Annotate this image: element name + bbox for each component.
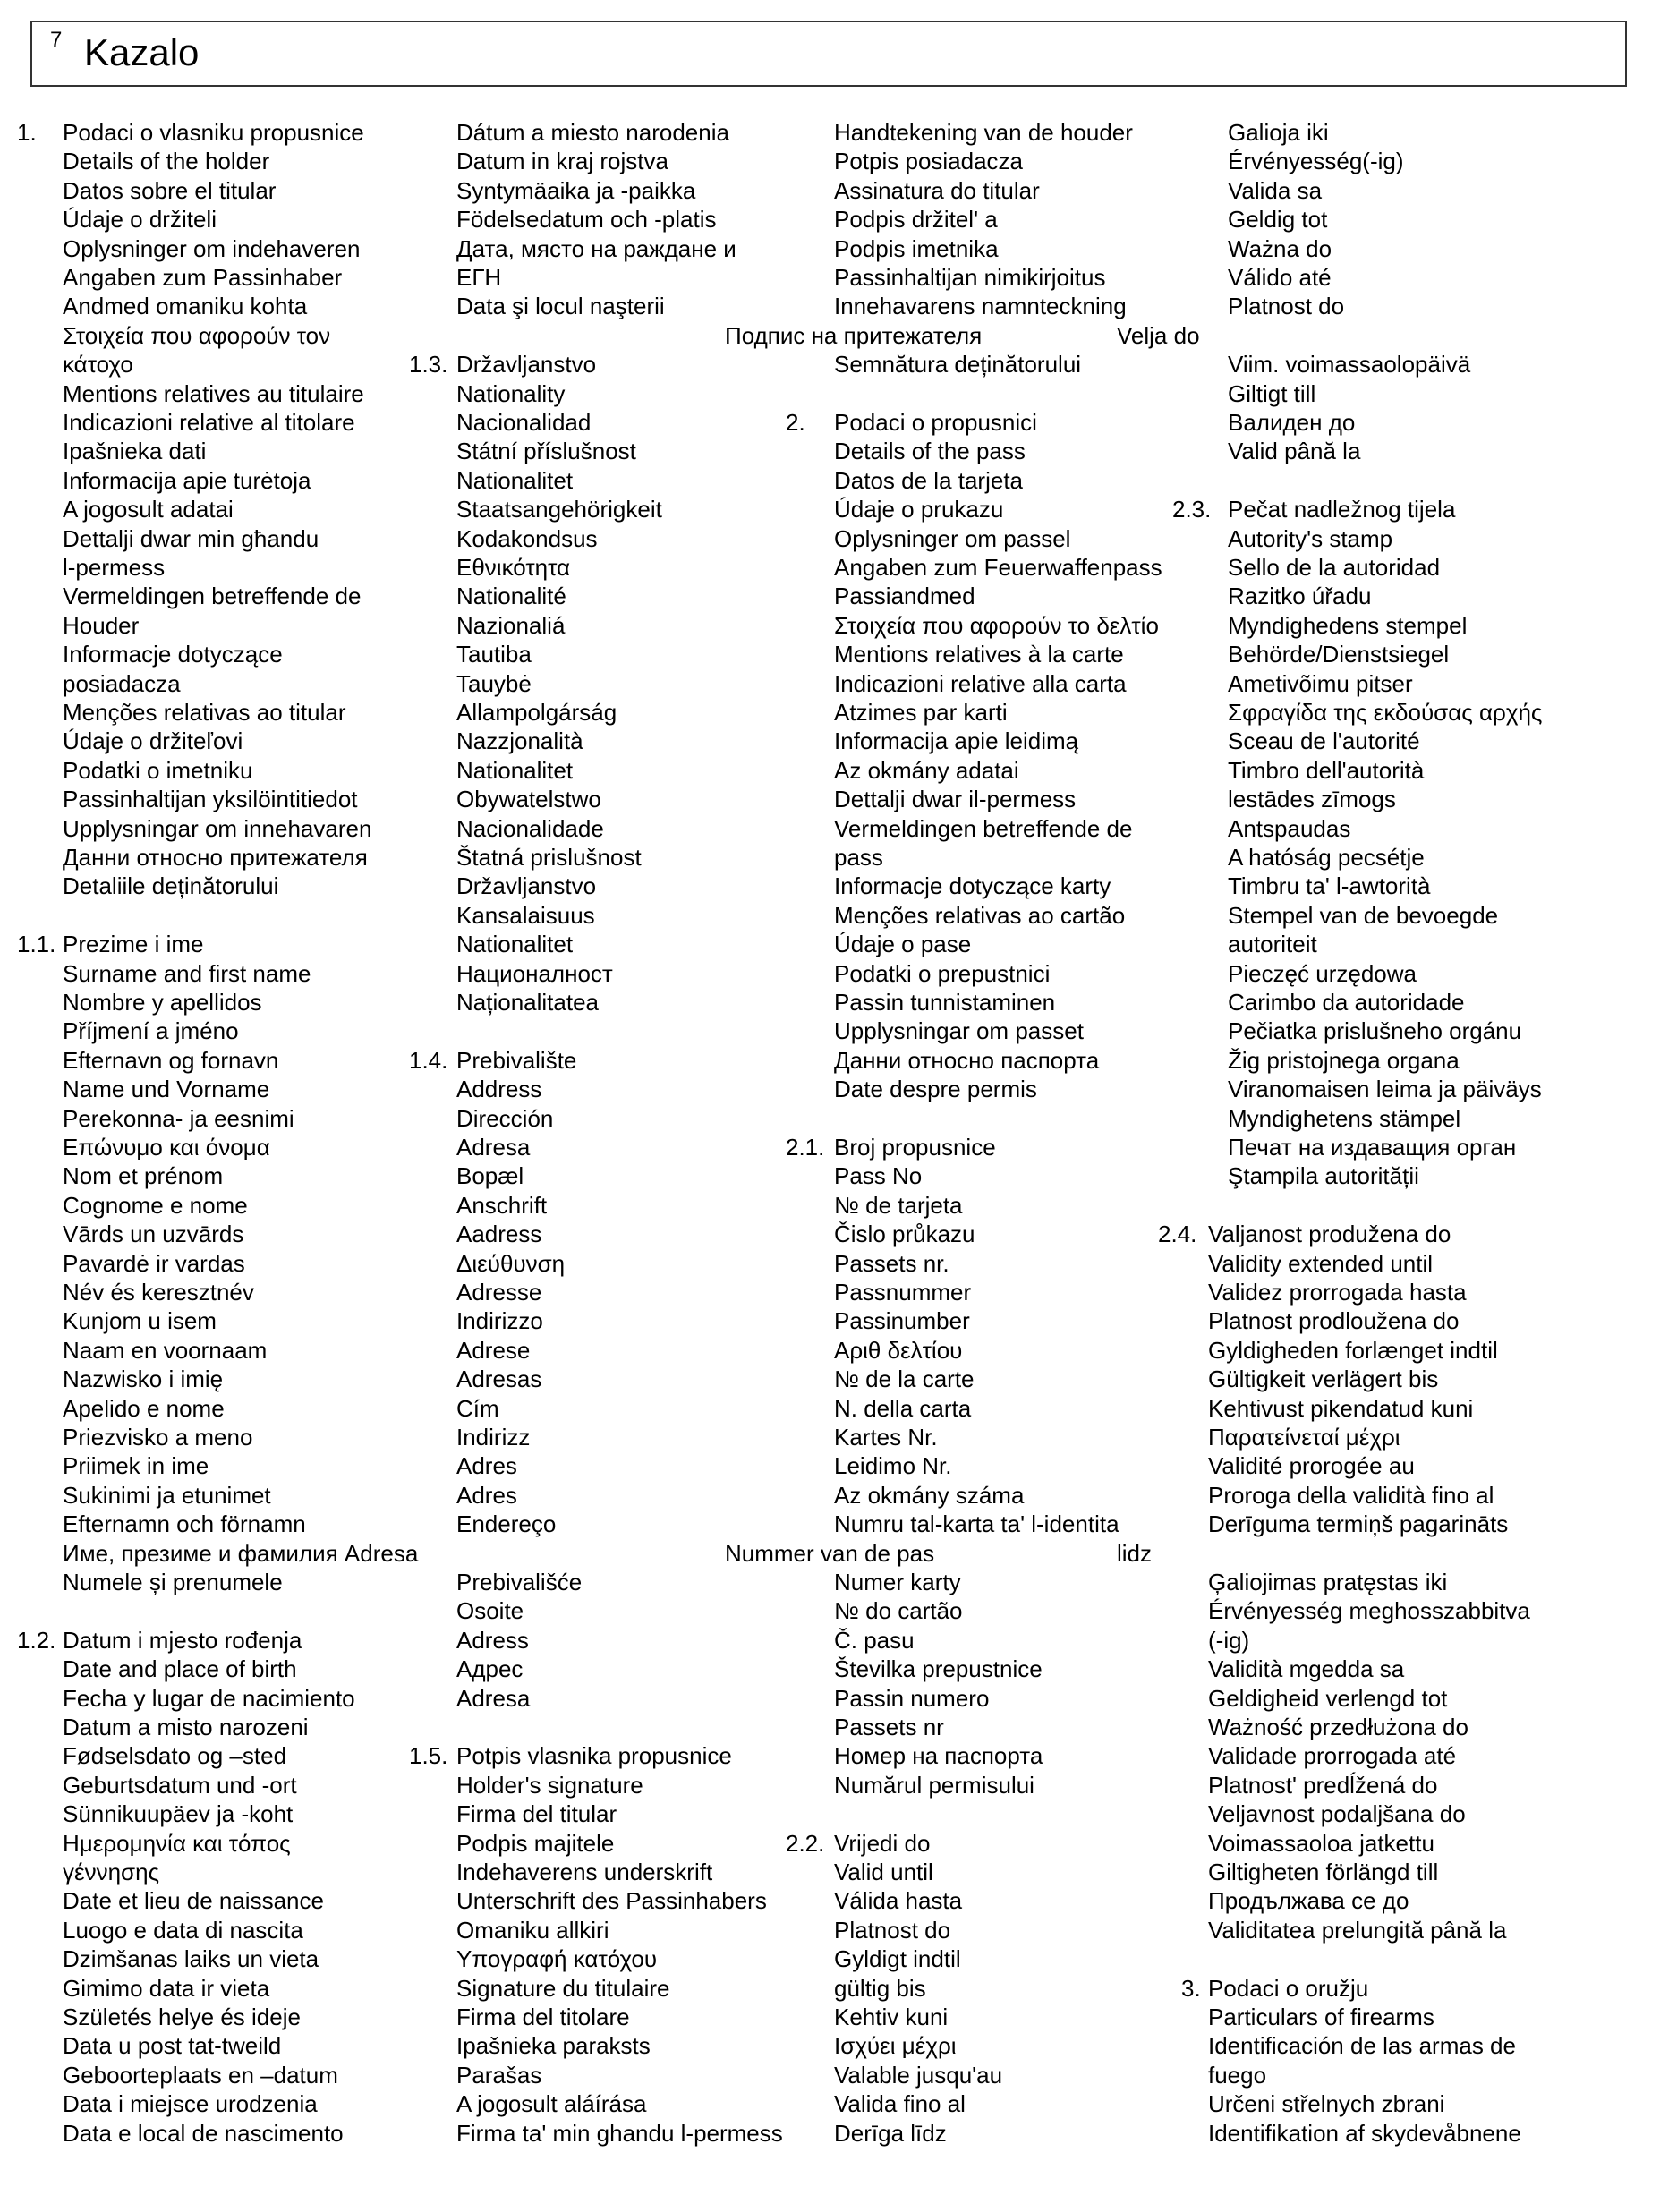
section-heading: Potpis vlasnika propusnice bbox=[456, 1742, 732, 1770]
index-entry: Date et lieu de naissance bbox=[63, 1887, 324, 1915]
index-entry: Adres bbox=[456, 1452, 517, 1480]
section-heading: Podaci o vlasniku propusnice bbox=[63, 119, 364, 146]
index-entry: Mentions relatives à la carte bbox=[834, 641, 1124, 668]
index-entry: Address bbox=[456, 1076, 542, 1103]
section-number: 1.1. bbox=[17, 931, 56, 958]
index-entry: Fecha y lugar de nacimiento bbox=[63, 1684, 355, 1712]
index-entry: Kehtiv kuni bbox=[834, 2004, 949, 2030]
index-entry: Érvényesség(-ig) bbox=[1228, 148, 1404, 175]
index-entry: Cím bbox=[456, 1394, 499, 1422]
index-entry: Omaniku allkiri bbox=[456, 1916, 609, 1944]
index-entry: Podpis majitele bbox=[456, 1829, 615, 1857]
index-entry: Ημερομηνία και τόπος bbox=[63, 1829, 291, 1857]
index-entry: Nom et prénom bbox=[63, 1162, 224, 1190]
index-entry: Адрес bbox=[456, 1655, 524, 1683]
index-entry: Viranomaisen leima ja päiväys bbox=[1228, 1076, 1542, 1103]
index-entry: γέννησης bbox=[63, 1859, 160, 1885]
index-entry: Név és keresztnév bbox=[63, 1279, 254, 1306]
index-entry: Adrese bbox=[456, 1336, 531, 1364]
index-entry: Indirizz bbox=[456, 1424, 531, 1451]
index-entry: Podatki o imetniku bbox=[63, 756, 253, 784]
index-entry: Angaben zum Feuerwaffenpass bbox=[834, 554, 1162, 581]
index-entry: Passets nr bbox=[834, 1714, 944, 1740]
index-entry: Informacje dotyczące karty bbox=[834, 872, 1111, 900]
index-entry: Č. pasu bbox=[834, 1626, 915, 1654]
index-entry: Cognome e nome bbox=[63, 1191, 248, 1219]
index-entry: Numru tal-karta ta' l-identita bbox=[834, 1510, 1119, 1538]
section-heading: Podaci o propusnici bbox=[834, 409, 1037, 436]
index-entry: Údaje o držiteli bbox=[63, 206, 217, 234]
index-entry: Luogo e data di nascita bbox=[63, 1916, 303, 1944]
index-entry: Viim. voimassaolopäivä bbox=[1228, 351, 1471, 379]
index-entry: Andmed omaniku kohta bbox=[63, 293, 308, 320]
index-entry: Atzimes par karti bbox=[834, 699, 1008, 726]
index-entry: Ισχύει μέχρι bbox=[834, 2032, 957, 2060]
index-entry: № de tarjeta bbox=[834, 1191, 963, 1219]
index-entry: Vermeldingen betreffende de bbox=[834, 814, 1133, 842]
index-entry: Nacionalidade bbox=[456, 814, 604, 842]
index-entry: Informacje dotyczące bbox=[63, 641, 283, 668]
title-box bbox=[30, 21, 1627, 87]
index-entry: Voimassaoloa jatkettu bbox=[1208, 1829, 1434, 1857]
index-entry: Státní příslušnost bbox=[456, 438, 636, 465]
index-entry: Datos de la tarjeta bbox=[834, 466, 1024, 494]
index-entry: Pass No bbox=[834, 1162, 923, 1190]
index-entry: Nationalitet bbox=[456, 756, 574, 784]
index-entry: Stempel van de bevoegde bbox=[1228, 901, 1499, 929]
index-entry: Parašas bbox=[456, 2061, 542, 2089]
index-entry: Validitatea prelungită până la bbox=[1208, 1916, 1507, 1944]
index-entry: Adresa bbox=[456, 1134, 531, 1161]
index-entry: A hatóság pecsétje bbox=[1228, 844, 1425, 871]
index-entry: Nationalitet bbox=[456, 466, 574, 494]
index-entry: Handtekening van de houder bbox=[834, 119, 1133, 146]
section-number: 2.1. bbox=[786, 1134, 825, 1161]
index-entry: Štatná prislušnost bbox=[456, 844, 642, 871]
index-entry: Fødselsdato og –sted bbox=[63, 1742, 287, 1770]
index-entry: Oplysninger om passel bbox=[834, 524, 1071, 552]
index-entry: Данни относно притежателя bbox=[63, 844, 368, 871]
index-entry: Date and place of birth bbox=[63, 1655, 297, 1683]
index-entry: Nazwisko i imię bbox=[63, 1365, 224, 1393]
index-entry: Številka prepustnice bbox=[834, 1655, 1043, 1683]
index-entry: Timbru ta' l-awtorità bbox=[1228, 872, 1431, 900]
index-entry: Antspaudas bbox=[1228, 814, 1351, 842]
index-entry: Vārds un uzvārds bbox=[63, 1221, 244, 1248]
index-entry: Indirizzo bbox=[456, 1307, 543, 1335]
index-entry: Ważność przedłużona do bbox=[1208, 1714, 1468, 1740]
index-entry: Perekonna- ja eesnimi bbox=[63, 1104, 294, 1132]
index-entry: Passinhaltijan nimikirjoitus bbox=[834, 264, 1106, 291]
section-number: 1.5. bbox=[409, 1742, 448, 1770]
index-entry: Födelsedatum och -platis bbox=[456, 206, 717, 234]
index-entry: Ģaliojimas pratęstas iki bbox=[1208, 1569, 1448, 1595]
index-entry: Passin numero bbox=[834, 1684, 990, 1712]
index-entry: Aadress bbox=[456, 1221, 542, 1248]
index-entry: Αριθ δελτίου bbox=[834, 1336, 963, 1364]
index-entry: Detaliile deținătorului bbox=[63, 872, 279, 900]
index-entry: Sünnikuupäev ja -koht bbox=[63, 1800, 294, 1828]
index-entry: Naam en voornaam bbox=[63, 1336, 268, 1364]
index-entry: Passinumber bbox=[834, 1307, 970, 1335]
index-entry: Данни относно паспорта bbox=[834, 1046, 1100, 1074]
index-entry: Syntymäaika ja -paikka bbox=[456, 176, 696, 204]
index-entry: Nationality bbox=[456, 379, 566, 407]
index-entry: Gyldigt indtil bbox=[834, 1945, 961, 1973]
index-entry: Indehaverens underskrift bbox=[456, 1859, 713, 1885]
index-entry: Geldig tot bbox=[1228, 206, 1328, 234]
index-entry: Prebivališće bbox=[456, 1569, 583, 1595]
index-entry: Érvényesség meghosszabbitva bbox=[1208, 1597, 1530, 1625]
section-number: 1. bbox=[17, 119, 37, 146]
index-entry: Adresse bbox=[456, 1279, 542, 1306]
index-entry: Obywatelstwo bbox=[456, 786, 601, 813]
section-heading: Vrijedi do bbox=[834, 1829, 931, 1857]
index-entry: Vermeldingen betreffende de bbox=[63, 583, 362, 610]
index-entry: Datum a misto narozeni bbox=[63, 1714, 309, 1740]
section-number: 1.3. bbox=[409, 351, 448, 379]
index-entry: Passinhaltijan yksilöintitiedot bbox=[63, 786, 358, 813]
page-title: Kazalo bbox=[84, 31, 200, 73]
index-entry: Myndighedens stempel bbox=[1228, 611, 1468, 639]
index-entry: A jogosult aláírása bbox=[456, 2090, 647, 2118]
index-entry: Validity extended until bbox=[1208, 1249, 1434, 1277]
index-entry: Razitko úřadu bbox=[1228, 583, 1372, 610]
index-entry: Velja do bbox=[1117, 321, 1200, 349]
index-entry: κάτοχο bbox=[63, 351, 133, 379]
index-entry: Az okmány adatai bbox=[834, 756, 1019, 784]
index-entry: Derīguma termiņš pagarināts bbox=[1208, 1510, 1509, 1538]
index-entry: Válido até bbox=[1228, 264, 1332, 291]
index-entry: Valid până la bbox=[1228, 438, 1361, 465]
index-entry: (-ig) bbox=[1208, 1626, 1250, 1654]
index-entry: Kehtivust pikendatud kuni bbox=[1208, 1394, 1474, 1422]
index-entry: Geburtsdatum und -ort bbox=[63, 1771, 297, 1799]
index-entry: fuego bbox=[1208, 2061, 1267, 2089]
index-entry: Myndighetens stämpel bbox=[1228, 1104, 1461, 1132]
index-entry: Sello de la autoridad bbox=[1228, 554, 1441, 581]
index-entry: Nazzjonalità bbox=[456, 727, 583, 755]
index-entry: Υπογραφή κατόχου bbox=[456, 1945, 658, 1973]
index-entry: Podpis imetnika bbox=[834, 234, 999, 262]
index-entry: Timbro dell'autorità bbox=[1228, 756, 1425, 784]
index-entry: Geboorteplaats en –datum bbox=[63, 2061, 338, 2089]
index-entry: Adres bbox=[456, 1481, 517, 1509]
index-entry: Εθνικότητα bbox=[456, 554, 571, 581]
index-entry: Bopæl bbox=[456, 1162, 524, 1190]
index-entry: Firma del titular bbox=[456, 1800, 617, 1828]
index-entry: Dirección bbox=[456, 1104, 554, 1132]
index-entry: Signature du titulaire bbox=[456, 1974, 670, 2002]
index-entry: Pavardė ir vardas bbox=[63, 1249, 245, 1277]
index-entry: Име, презиме и фамилия Adresa bbox=[63, 1539, 419, 1567]
index-entry: Dettalji dwar min għandu bbox=[63, 524, 319, 552]
index-entry: Určeni střelnych zbrani bbox=[1208, 2090, 1445, 2118]
index-entry: Születés helye és ideje bbox=[63, 2004, 301, 2030]
index-entry: Behörde/Dienstsiegel bbox=[1228, 641, 1450, 668]
index-entry: Kodakondsus bbox=[456, 524, 598, 552]
index-entry: Dzimšanas laiks un vieta bbox=[63, 1945, 319, 1973]
section-number: 2.3. bbox=[1172, 496, 1212, 523]
index-entry: Galioja iki bbox=[1228, 119, 1329, 146]
index-entry: Identificación de las armas de bbox=[1208, 2032, 1516, 2060]
index-entry: pass bbox=[834, 844, 883, 871]
index-entry: Carimbo da autoridade bbox=[1228, 989, 1465, 1016]
index-entry: Ipašnieka dati bbox=[63, 438, 207, 465]
index-entry: Oplysninger om indehaveren bbox=[63, 234, 361, 262]
index-entry: Údaje o držiteľovi bbox=[63, 727, 243, 755]
index-entry: Pečiatka prislušneho orgánu bbox=[1228, 1017, 1522, 1045]
index-entry: Ametivõimu pitser bbox=[1228, 669, 1413, 697]
index-entry: Semnătura deținătorului bbox=[834, 351, 1082, 379]
index-entry: Menções relativas ao cartão bbox=[834, 901, 1126, 929]
index-entry: Autority's stamp bbox=[1228, 524, 1393, 552]
index-entry: Numer karty bbox=[834, 1569, 961, 1595]
index-entry: Potpis posiadacza bbox=[834, 148, 1024, 175]
index-entry: Подпис на притежателя bbox=[725, 321, 983, 349]
index-entry: Derīga līdz bbox=[834, 2119, 947, 2147]
index-entry: Data şi locul naşterii bbox=[456, 293, 665, 320]
index-entry: Čislo průkazu bbox=[834, 1221, 975, 1248]
index-entry: Geldigheid verlengd tot bbox=[1208, 1684, 1448, 1712]
footnote-number: 7 bbox=[50, 28, 63, 52]
index-entry: autoriteit bbox=[1228, 931, 1317, 958]
index-entry: Indicazioni relative alla carta bbox=[834, 669, 1127, 697]
index-entry: Endereço bbox=[456, 1510, 557, 1538]
index-entry: lestādes zīmogs bbox=[1228, 786, 1396, 813]
index-entry: Unterschrift des Passinhabers bbox=[456, 1887, 767, 1915]
section-number: 2.4. bbox=[1158, 1221, 1197, 1248]
index-entry: Dátum a miesto narodenia bbox=[456, 119, 729, 146]
index-entry: Gültigkeit verlägert bis bbox=[1208, 1365, 1439, 1393]
index-entry: Valida sa bbox=[1228, 176, 1323, 204]
index-entry: Details of the holder bbox=[63, 148, 270, 175]
index-entry: Firma ta' min ghandu l-permess bbox=[456, 2119, 783, 2147]
index-entry: Datos sobre el titular bbox=[63, 176, 277, 204]
index-entry: Holder's signature bbox=[456, 1771, 643, 1799]
index-entry: gültig bis bbox=[834, 1974, 926, 2002]
index-entry: Údaje o prukazu bbox=[834, 496, 1004, 523]
index-entry: Leidimo Nr. bbox=[834, 1452, 952, 1480]
section-heading: Valjanost produžena do bbox=[1208, 1221, 1451, 1248]
index-entry: Nazionaliá bbox=[456, 611, 566, 639]
index-entry: Data i miejsce urodzenia bbox=[63, 2090, 318, 2118]
index-entry: Valida fino al bbox=[834, 2090, 966, 2118]
index-entry: Údaje o pase bbox=[834, 931, 972, 958]
index-entry: A jogosult adatai bbox=[63, 496, 234, 523]
section-heading: Državljanstvo bbox=[456, 351, 597, 379]
section-number: 2.2. bbox=[786, 1829, 825, 1857]
index-entry: Efternamn och förnamn bbox=[63, 1510, 306, 1538]
index-entry: Naționalitatea bbox=[456, 989, 599, 1016]
index-entry: lidz bbox=[1117, 1539, 1153, 1567]
index-entry: Proroga della validità fino al bbox=[1208, 1481, 1494, 1509]
index-entry: Номер на паспорта bbox=[834, 1742, 1043, 1770]
section-heading: Datum i mjesto rođenja bbox=[63, 1626, 302, 1654]
index-entry: Passiandmed bbox=[834, 583, 975, 610]
index-entry: Identifikation af skydevåbnene bbox=[1208, 2119, 1521, 2147]
index-entry: Anschrift bbox=[456, 1191, 548, 1219]
index-entry: ЕГН bbox=[456, 264, 502, 291]
index-entry: Platnost do bbox=[1228, 293, 1345, 320]
index-entry: Allampolgárság bbox=[456, 699, 617, 726]
index-entry: Nationalité bbox=[456, 583, 566, 610]
index-entry: Σφραγίδα της εκδούσας αρχής bbox=[1228, 699, 1543, 726]
section-heading: Podaci o oružju bbox=[1208, 1974, 1369, 2002]
index-entry: Validez prorrogada hasta bbox=[1208, 1279, 1467, 1306]
index-entry: Informacija apie turėtoja bbox=[63, 466, 311, 494]
index-entry: Validité prorogée au bbox=[1208, 1452, 1415, 1480]
section-heading: Pečat nadležnog tijela bbox=[1228, 496, 1456, 523]
index-entry: Gyldigheden forlænget indtil bbox=[1208, 1336, 1498, 1364]
index-entry: Platnost do bbox=[834, 1916, 951, 1944]
index-entry: Informacija apie leidimą bbox=[834, 727, 1079, 755]
index-entry: Passets nr. bbox=[834, 1249, 949, 1277]
index-entry: Efternavn og fornavn bbox=[63, 1046, 279, 1074]
index-entry: Platnost prodloužena do bbox=[1208, 1307, 1460, 1335]
index-entry: № do cartão bbox=[834, 1597, 963, 1625]
index-entry: Datum in kraj rojstva bbox=[456, 148, 668, 175]
section-number: 3. bbox=[1181, 1974, 1201, 2002]
index-entry: Dettalji dwar il-permess bbox=[834, 786, 1077, 813]
index-entry: Sceau de l'autorité bbox=[1228, 727, 1420, 755]
index-entry: Podpis držitel' a bbox=[834, 206, 998, 234]
index-entry: Sukinimi ja etunimet bbox=[63, 1481, 271, 1509]
index-entry: Platnost' predĺžená do bbox=[1208, 1771, 1438, 1799]
index-entry: Az okmány száma bbox=[834, 1481, 1025, 1509]
index-entry: Nationalitet bbox=[456, 931, 574, 958]
index-entry: Passin tunnistaminen bbox=[834, 989, 1056, 1016]
index-entry: Nombre y apellidos bbox=[63, 989, 262, 1016]
index-entry: Upplysningar om passet bbox=[834, 1017, 1084, 1045]
index-entry: Националност bbox=[456, 959, 613, 987]
index-entry: Details of the pass bbox=[834, 438, 1026, 465]
section-heading: Prebivalište bbox=[456, 1046, 577, 1074]
index-entry: Дата, място на раждане и bbox=[456, 234, 736, 262]
section-number: 2. bbox=[786, 409, 805, 436]
index-entry: Surname and first name bbox=[63, 959, 311, 987]
index-entry: Angaben zum Passinhaber bbox=[63, 264, 343, 291]
index-entry: N. della carta bbox=[834, 1394, 972, 1422]
index-entry: Innehavarens namnteckning bbox=[834, 293, 1127, 320]
index-entry: Kansalaisuus bbox=[456, 901, 595, 929]
index-entry: Particulars of firearms bbox=[1208, 2004, 1434, 2030]
index-entry: Продължава се до bbox=[1208, 1887, 1409, 1915]
index-entry: Numele și prenumele bbox=[63, 1569, 283, 1595]
index-entry: Veljavnost podaljšana do bbox=[1208, 1800, 1466, 1828]
index-entry: Kunjom u isem bbox=[63, 1307, 217, 1335]
section-number: 1.2. bbox=[17, 1626, 56, 1654]
index-entry: Στοιχεία που αφορούν το δελτίο bbox=[834, 611, 1159, 639]
index-entry: Assinatura do titular bbox=[834, 176, 1040, 204]
index-entry: Παρατείνεταί μέχρι bbox=[1208, 1424, 1400, 1451]
index-entry: № de la carte bbox=[834, 1365, 975, 1393]
index-entry: Pieczęć urzędowa bbox=[1228, 959, 1417, 987]
index-entry: Giltigheten förlängd till bbox=[1208, 1859, 1439, 1885]
index-entry: Passnummer bbox=[834, 1279, 972, 1306]
index-entry: l-permess bbox=[63, 554, 166, 581]
index-entry: Nummer van de pas bbox=[725, 1539, 935, 1567]
section-heading: Broj propusnice bbox=[834, 1134, 996, 1161]
index-entry: Data e local de nascimento bbox=[63, 2119, 344, 2147]
index-entry: Upplysningar om innehavaren bbox=[63, 814, 372, 842]
index-entry: Ipašnieka paraksts bbox=[456, 2032, 651, 2060]
index-entry: Validità mgedda sa bbox=[1208, 1655, 1405, 1683]
index-entry: Tauybė bbox=[456, 669, 532, 697]
index-entry: Στοιχεία που αφορούν τον bbox=[63, 321, 331, 349]
index-entry: Firma del titolare bbox=[456, 2004, 630, 2030]
index-entry: Valable jusqu'au bbox=[834, 2061, 1003, 2089]
index-entry: Adresa bbox=[456, 1684, 531, 1712]
section-number: 1.4. bbox=[409, 1046, 448, 1074]
index-entry: Državljanstvo bbox=[456, 872, 597, 900]
index-entry: Валиден до bbox=[1228, 409, 1356, 436]
index-entry: Houder bbox=[63, 611, 140, 639]
index-entry: Mentions relatives au titulaire bbox=[63, 379, 364, 407]
index-entry: posiadacza bbox=[63, 669, 181, 697]
index-entry: Numărul permisului bbox=[834, 1771, 1034, 1799]
index-entry: Staatsangehörigkeit bbox=[456, 496, 662, 523]
index-entry: Indicazioni relative al titolare bbox=[63, 409, 355, 436]
index-entry: Tautiba bbox=[456, 641, 532, 668]
index-entry: Validade prorrogada até bbox=[1208, 1742, 1457, 1770]
index-entry: Osoite bbox=[456, 1597, 524, 1625]
index-entry: Date despre permis bbox=[834, 1076, 1037, 1103]
index-entry: Apelido e nome bbox=[63, 1394, 225, 1422]
index-entry: Ştampila autorității bbox=[1228, 1162, 1419, 1190]
index-entry: Nacionalidad bbox=[456, 409, 592, 436]
index-entry: Adresas bbox=[456, 1365, 542, 1393]
index-entry: Priezvisko a meno bbox=[63, 1424, 253, 1451]
index-entry: Data u post tat-tweild bbox=[63, 2032, 282, 2060]
index-entry: Valid until bbox=[834, 1859, 933, 1885]
index-entry: Adress bbox=[456, 1626, 529, 1654]
index-entry: Příjmení a jméno bbox=[63, 1017, 239, 1045]
index-entry: Žig pristojnega organa bbox=[1228, 1046, 1460, 1074]
section-heading: Prezime i ime bbox=[63, 931, 204, 958]
index-entry: Válida hasta bbox=[834, 1887, 963, 1915]
index-entry: Печат на издаващия орган bbox=[1228, 1134, 1517, 1161]
index-entry: Kartes Nr. bbox=[834, 1424, 938, 1451]
index-entry: Ważna do bbox=[1228, 234, 1332, 262]
index-entry: Podatki o prepustnici bbox=[834, 959, 1051, 987]
index-entry: Name und Vorname bbox=[63, 1076, 270, 1103]
index-entry: Gimimo data ir vieta bbox=[63, 1974, 270, 2002]
index-entry: Giltigt till bbox=[1228, 379, 1316, 407]
index-entry: Διεύθυνση bbox=[456, 1249, 566, 1277]
index-entry: Επώνυμο και όνομα bbox=[63, 1134, 270, 1161]
index-entry: Menções relativas ao titular bbox=[63, 699, 346, 726]
index-entry: Priimek in ime bbox=[63, 1452, 209, 1480]
